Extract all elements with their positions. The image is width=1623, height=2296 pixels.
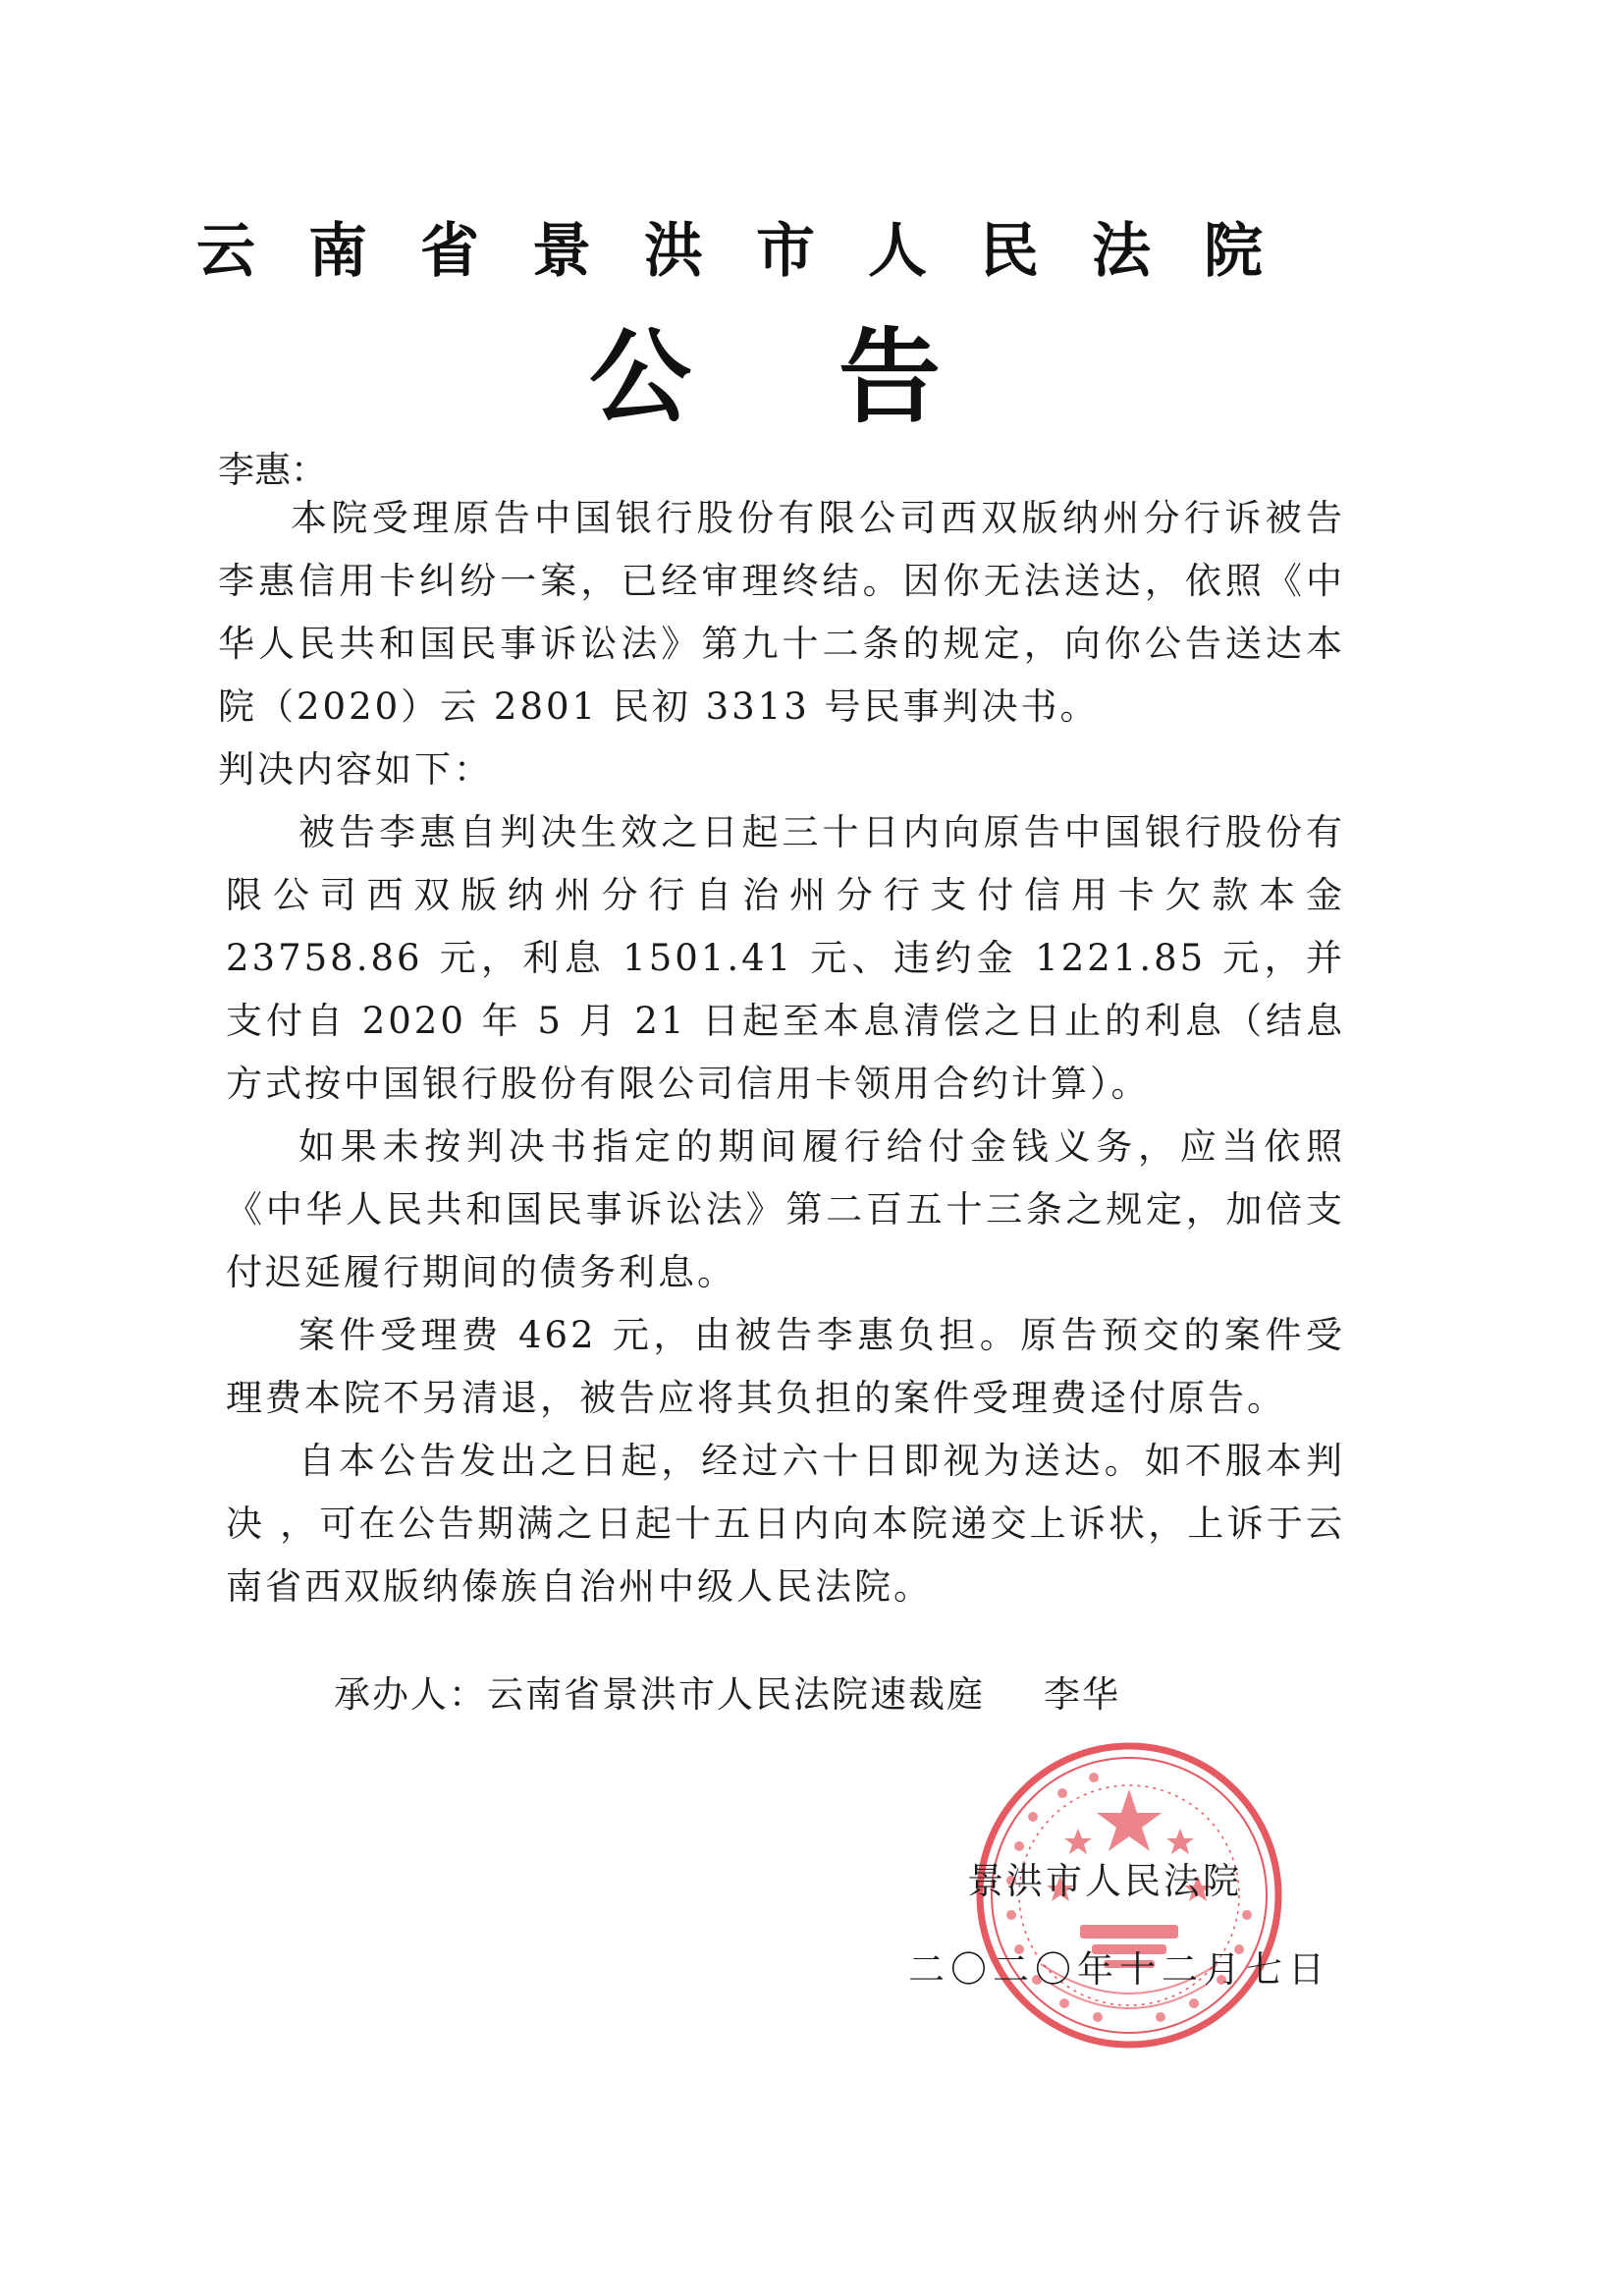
court-name-heading: 云南省景洪市人民法院	[196, 217, 1316, 286]
signing-court: 景洪市人民法院	[967, 1860, 1242, 1902]
handler-line	[334, 1665, 1120, 1718]
paragraph-judgment: 被告李惠自判决生效之日起三十日内向原告中国银行股份有限公司西双版纳州分行自治州分行支付信用卡欠款本金 23758.86 元，利息 1501.41 元、违约金 1221.85 元，并支付自 2020 年 5 月 21 日起至本息清偿之日止的利息（结息方式按中国银行股份有限公司信用卡领用合约计算）。	[226, 811, 1345, 1105]
paragraph-judgment-intro: 判决内容如下：	[218, 748, 493, 791]
notice-title: 公告	[589, 317, 1089, 437]
paragraph-court-fee: 案件受理费 462 元，由被告李惠负担。原告预交的案件受理费本院不另清退，被告应将其负担的案件受理费迳付原告。	[226, 1314, 1345, 1419]
notice-body	[218, 487, 1345, 1618]
signing-date: 二〇二〇年十二月七日	[908, 1948, 1330, 1991]
handler-name: 李华	[1044, 1673, 1120, 1716]
handler-label: 承办人：云南省景洪市人民法院速裁庭	[334, 1673, 985, 1716]
paragraph-delay-interest: 如果未按判决书指定的期间履行给付金钱义务，应当依照《中华人民共和国民事诉讼法》第二百五十三条之规定，加倍支付迟延履行期间的债务利息。	[226, 1125, 1345, 1293]
paragraph-appeal: 自本公告发出之日起，经过六十日即视为送达。如不服本判决 ，可在公告期满之日起十五日内向本院递交上诉状，上诉于云南省西双版纳傣族自治州中级人民法院。	[226, 1440, 1345, 1608]
paragraph-service: 本院受理原告中国银行股份有限公司西双版纳州分行诉被告李惠信用卡纠纷一案，已经审理终结。因你无法送达，依照《中华人民共和国民事诉讼法》第九十二条的规定，向你公告送达本院（2020）云 2801 民初 3313 号民事判决书。	[218, 497, 1345, 728]
recipient-line: 李惠：	[218, 449, 327, 491]
